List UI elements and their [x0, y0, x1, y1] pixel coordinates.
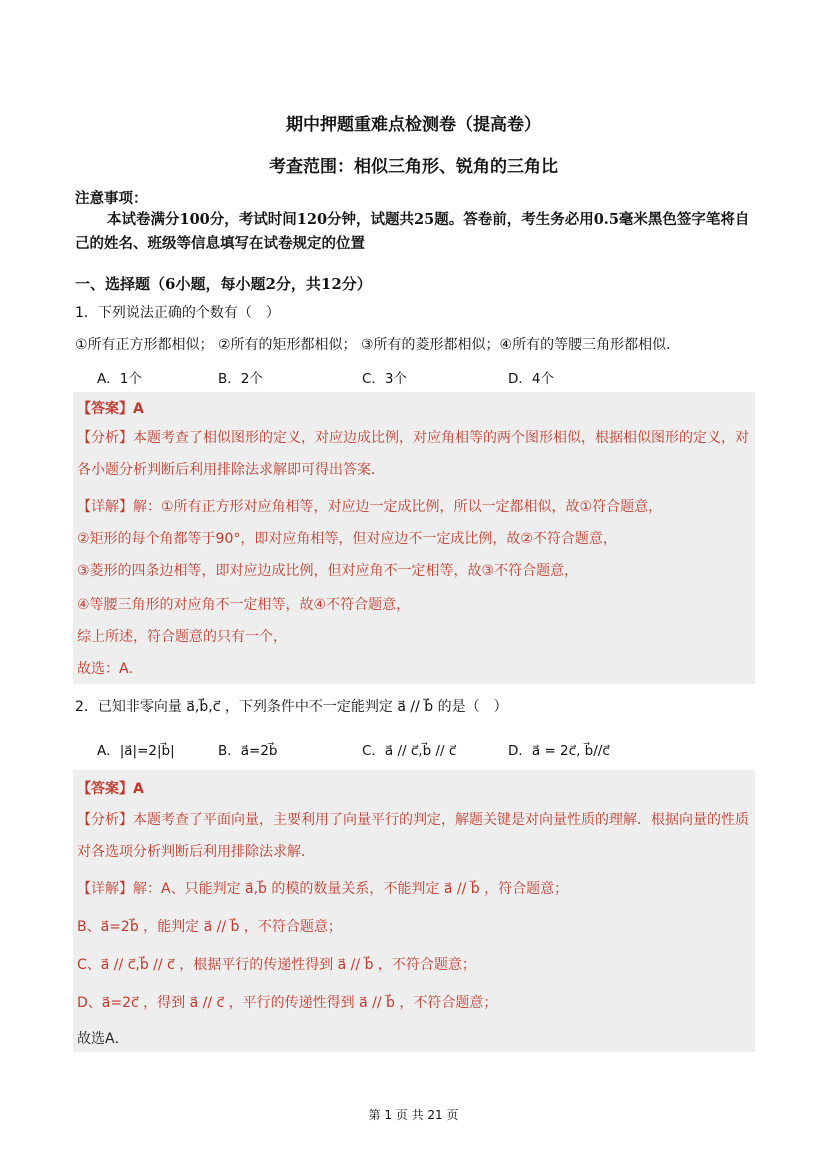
- question-1-answer: 【答案】A: [77, 401, 144, 417]
- question-1-detail-line: ②矩形的每个角都等于90°，即对应角相等，但对应边不一定成比例，故②不符合题意，: [77, 531, 617, 547]
- page-footer: 第 1 页 共 21 页: [368, 1108, 459, 1122]
- question-2-option-c: C．a⃗ // c⃗,b⃗ // c⃗: [362, 743, 457, 759]
- question-2-option-a: A．|a⃗|=2|b⃗|: [97, 743, 175, 759]
- question-2-detail-line: 故选A．: [77, 1031, 129, 1047]
- question-2-detail-line: D、a⃗=2c⃗ ，得到 a⃗ // c⃗ ，平行的传递性得到 a⃗ // b⃗ ，不符合题意；: [77, 995, 498, 1011]
- question-1-detail-line: 【详解】解：①所有正方形对应角相等，对应边一定成比例，所以一定都相似，故①符合题意，: [77, 499, 663, 515]
- exam-title: 期中押题重难点检测卷（提高卷）: [286, 115, 541, 135]
- question-2-analysis: 【分析】本题考查了平面向量，主要利用了向量平行的判定，解题关键是对向量性质的理解．根据向量的性质对各选项分析判断后利用排除法求解．: [77, 812, 749, 860]
- question-1-analysis: 【分析】本题考查了相似图形的定义，对应边成比例，对应角相等的两个图形相似，根据相似图形的定义，对各小题分析判断后利用排除法求解即可得出答案．: [77, 430, 749, 478]
- question-1-solution-box: [73, 392, 755, 684]
- question-1-stem: 1．下列说法正确的个数有（ ）: [75, 305, 280, 321]
- question-1-detail-line: 综上所述，符合题意的只有一个，: [77, 629, 287, 645]
- question-2-answer: 【答案】A: [77, 781, 144, 797]
- question-2-detail-line: B、a⃗=2b⃗ ，能判定 a⃗ // b⃗ ，不符合题意；: [77, 919, 342, 935]
- question-1-detail-line: ④等腰三角形的对应角不一定相等，故④不符合题意，: [77, 597, 411, 613]
- question-1-statements: ①所有正方形都相似； ②所有的矩形都相似； ③所有的菱形都相似；④所有的等腰三角形都相似．: [75, 337, 681, 353]
- question-2-detail-line: 【详解】解：A、只能判定 a⃗,b⃗ 的模的数量关系，不能判定 a⃗ // b⃗ ，符合题意；: [77, 881, 569, 897]
- question-1-detail-line: 故选：A．: [77, 661, 143, 677]
- section-heading: 一、选择题（6小题，每小题2分，共12分）: [75, 275, 372, 293]
- notes-body: 本试卷满分100分，考试时间120分钟，试题共25题。答卷前，考生务必用0.5毫米黑色签字笔将自己的姓名、班级等信息填写在试卷规定的位置: [75, 211, 750, 252]
- exam-scope: 考查范围：相似三角形、锐角的三角比: [269, 157, 558, 177]
- question-1-option-b: B．2个: [218, 371, 263, 387]
- question-1-option-d: D．4个: [508, 371, 554, 387]
- notes-heading: 注意事项：: [75, 190, 148, 207]
- question-2-option-b: B．a⃗=2b⃗: [218, 743, 278, 759]
- question-2-solution-box: [73, 770, 755, 1052]
- question-2-stem: 2．已知非零向量 a⃗,b⃗,c⃗ ，下列条件中不一定能判定 a⃗ // b⃗ 的是（ ）: [75, 699, 508, 715]
- question-2-detail-line: C、a⃗ // c⃗,b⃗ // c⃗ ，根据平行的传递性得到 a⃗ // b⃗ ，不符合题意；: [77, 957, 476, 973]
- question-1-option-a: A．1个: [97, 371, 142, 387]
- question-2-option-d: D．a⃗ = 2c⃗, b⃗//c⃗: [508, 743, 610, 759]
- question-1-option-c: C．3个: [362, 371, 408, 387]
- question-1-detail-line: ③菱形的四条边相等，即对应边成比例，但对应角不一定相等，故③不符合题意，: [77, 563, 579, 579]
